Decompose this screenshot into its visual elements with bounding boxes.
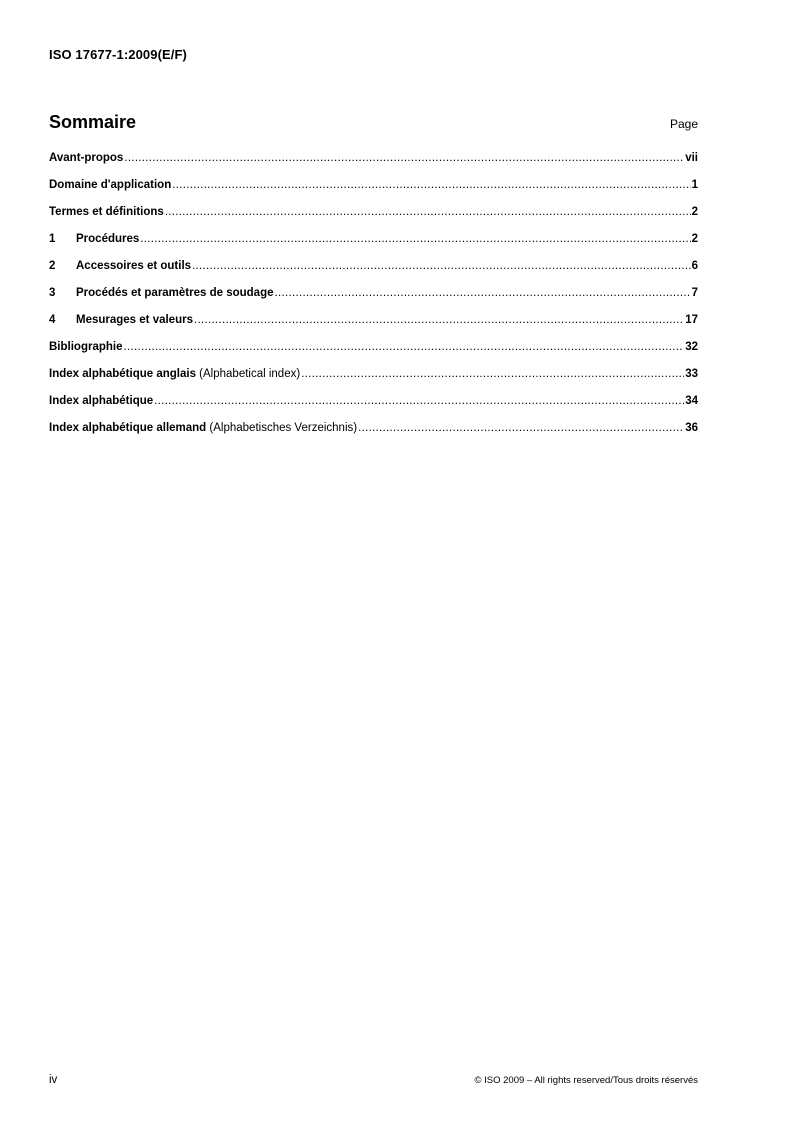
toc-entry-subtitle: (Alphabetical index) xyxy=(195,368,301,380)
table-of-contents xyxy=(49,151,698,448)
toc-entry-domaine-application[interactable] xyxy=(49,178,698,205)
toc-entry-title: Accessoires et outils xyxy=(76,260,192,272)
toc-entry-title: Bibliographie xyxy=(49,341,123,353)
toc-entry-page: 33 xyxy=(685,368,698,380)
toc-leader-dots xyxy=(165,205,691,219)
toc-entry-title: Procédures xyxy=(76,233,140,245)
toc-entry-page: 34 xyxy=(685,395,698,407)
toc-entry-number: 3 xyxy=(49,287,56,299)
toc-entry-page: 36 xyxy=(685,422,698,434)
toc-entry-page: 6 xyxy=(691,260,698,272)
toc-leader-dots xyxy=(301,367,684,381)
toc-entry-page: 7 xyxy=(691,287,698,299)
toc-leader-dots xyxy=(194,313,684,327)
toc-leader-dots xyxy=(154,394,684,408)
toc-entry-mesurages-valeurs[interactable] xyxy=(49,313,698,340)
toc-entry-page: 17 xyxy=(685,314,698,326)
toc-entry-avant-propos[interactable] xyxy=(49,151,698,178)
toc-entry-bibliographie[interactable] xyxy=(49,340,698,367)
toc-leader-dots xyxy=(124,151,684,165)
toc-entry-title: Index alphabétique xyxy=(49,395,154,407)
toc-entry-number: 1 xyxy=(49,233,56,245)
toc-leader-dots xyxy=(358,421,684,435)
toc-leader-dots xyxy=(123,340,684,354)
toc-entry-accessoires-outils[interactable] xyxy=(49,259,698,286)
footer-page-number: iv xyxy=(49,1074,58,1086)
toc-entry-title: Termes et définitions xyxy=(49,206,164,218)
toc-entry-number: 4 xyxy=(49,314,56,326)
toc-entry-procedes-parametres[interactable] xyxy=(49,286,698,313)
toc-entry-termes-definitions[interactable] xyxy=(49,205,698,232)
footer-copyright: © ISO 2009 – All rights reserved/Tous droits réservés xyxy=(474,1075,698,1086)
toc-entry-number: 2 xyxy=(49,260,56,272)
toc-entry-title: Domaine d'application xyxy=(49,179,172,191)
toc-leader-dots xyxy=(192,259,691,273)
toc-entry-title: Index alphabétique anglais xyxy=(49,368,196,380)
toc-entry-index-anglais[interactable] xyxy=(49,367,698,394)
toc-leader-dots xyxy=(172,178,690,192)
toc-entry-subtitle: (Alphabetisches Verzeichnis) xyxy=(206,422,358,434)
toc-entry-page: 2 xyxy=(691,233,698,245)
document-identifier: ISO 17677-1:2009(E/F) xyxy=(49,47,187,62)
toc-leader-dots xyxy=(140,232,690,246)
toc-entry-page: 2 xyxy=(691,206,698,218)
toc-entry-title: Mesurages et valeurs xyxy=(76,314,193,326)
toc-entry-title: Index alphabétique allemand xyxy=(49,422,207,434)
page-column-label: Page xyxy=(669,117,698,131)
toc-entry-page: 32 xyxy=(685,341,698,353)
toc-entry-title: Avant-propos xyxy=(49,152,124,164)
toc-title: Sommaire xyxy=(49,112,137,132)
toc-entry-page: 1 xyxy=(691,179,698,191)
toc-entry-procedures[interactable] xyxy=(49,232,698,259)
toc-entry-index-allemand[interactable] xyxy=(49,421,698,448)
toc-leader-dots xyxy=(275,286,691,300)
toc-entry-page: vii xyxy=(685,152,698,164)
toc-entry-index-francais[interactable] xyxy=(49,394,698,421)
toc-entry-title: Procédés et paramètres de soudage xyxy=(76,287,274,299)
